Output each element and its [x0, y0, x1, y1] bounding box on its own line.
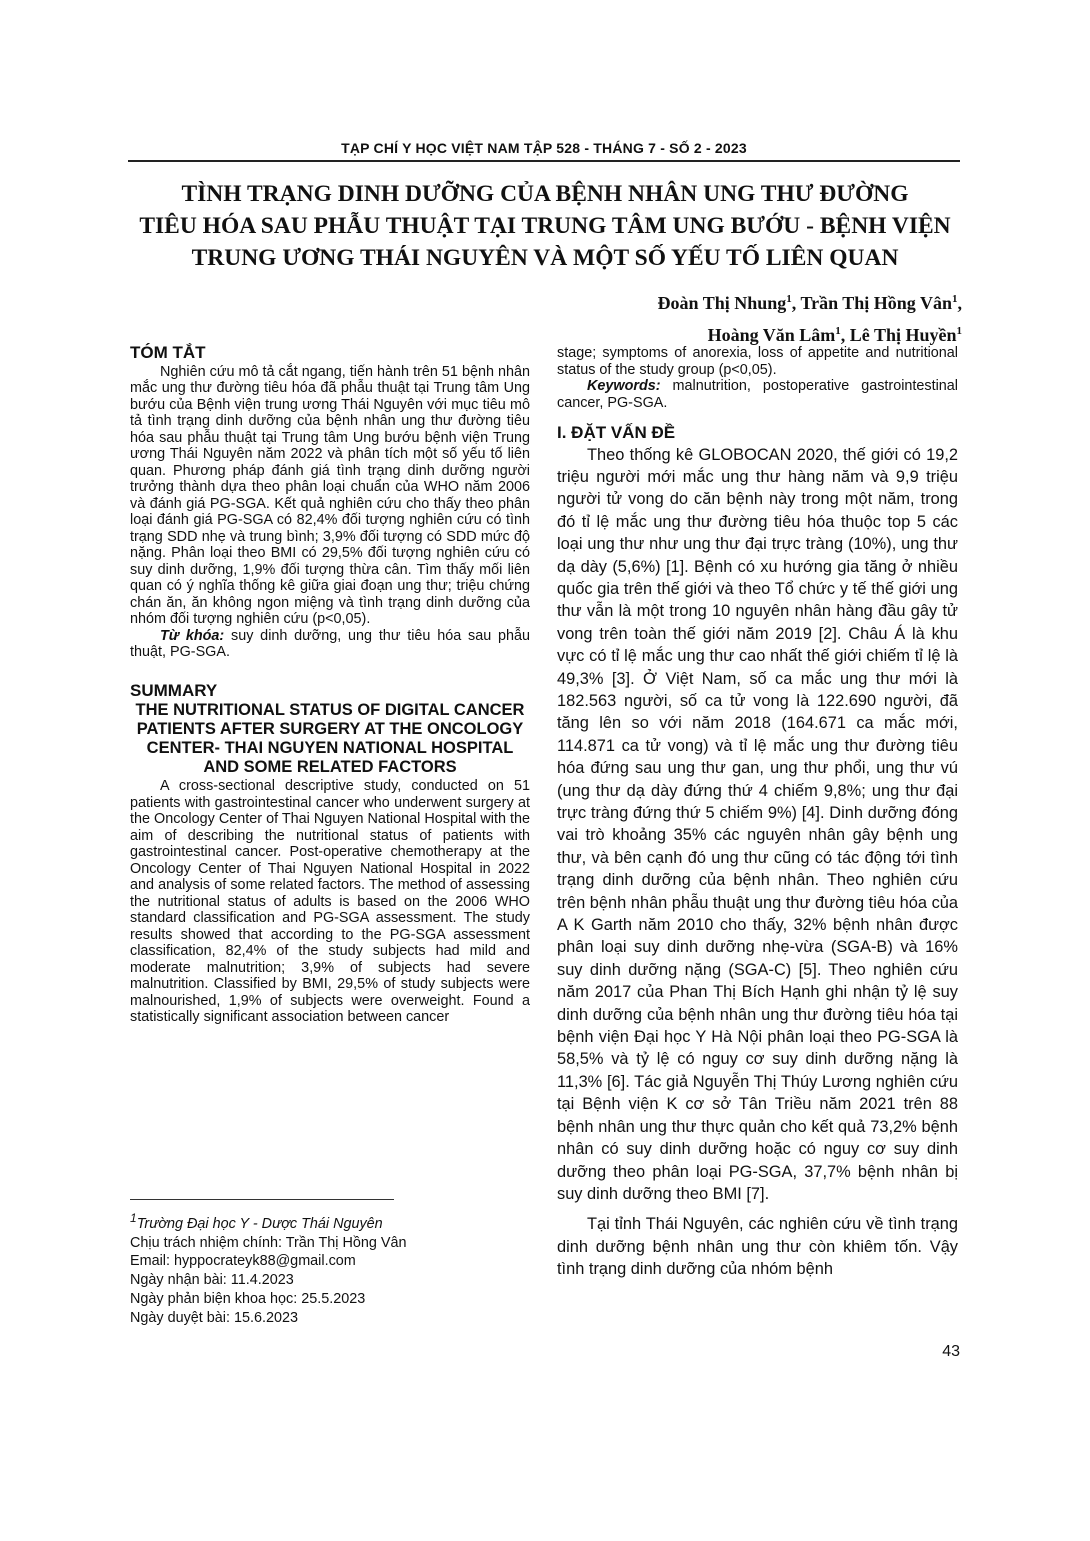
intro-heading: I. ĐẶT VẤN ĐỀ — [557, 423, 676, 442]
author-name: Lê Thị Huyền — [849, 325, 957, 345]
journal-header: TẠP CHÍ Y HỌC VIỆT NAM TẬP 528 - THÁNG 7 - SỐ 2 - 2023 — [341, 140, 747, 156]
summary-title: THE NUTRITIONAL STATUS OF DIGITAL CANCER PATIENTS AFTER SURGERY AT THE ONCOLOGY CENTER- THAI NGUYEN NATIONAL HOSPITAL AND SOME RELATED FACTORS — [135, 701, 525, 776]
corresponding-author: Chịu trách nhiệm chính: Trần Thị Hồng Vân — [130, 1234, 407, 1251]
summary-heading: SUMMARY — [130, 680, 218, 700]
keywords-label: Từ khóa: — [160, 627, 225, 644]
intro-paragraph-1: Theo thống kê GLOBOCAN 2020, thế giới có 19,2 triệu người mới mắc ung thư hàng năm và 9,9 triệu người tử vong do căn bệnh này trong một năm, trong đó tỉ lệ mắc ung thư đường tiêu hóa thuộc top 5 các loại ung thư như ung thư đại trực tràng (10%), ung thư dạ dày (5,6%) [1]. Bệnh có xu hướng gia tăng ở nhiều quốc gia trên thế giới và theo Tổ chức y tế thế giới ung thư vẫn là một trong 10 nguyên nhân hàng đầu gây tử vong trên toàn thế giới năm 2019 [2]. Châu Á là khu vực có tỉ lệ mắc ung thư cao nhất thế giới chiếm tỉ lệ là 49,3% [3]. Ở Việt Nam, số ca mắc ung thư mới là 182.563 người, số ca tử vong là 122.690 người, đã tăng lên so với năm 2018 (164.671 ca mắc mới, 114.871 ca tử vong) và tỉ lệ mắc ung thư đường tiêu hóa đứng sau ung thư gan, ung thư phổi, ung thư vú (ung thư dạ dày đứng thứ 4 chiếm 9,8%; ung thư đại trực tràng đứng thứ 5 chiếm 9%) [4]. Dinh dưỡng đóng vai trò khoảng 35% các nguyên nhân gây bệnh ung thư, và bên cạnh đó ung thư cũng có tác động tới tình trạng dinh dưỡng của bệnh nhân. Theo nghiên cứu trên bệnh nhân phẫu thuật ung thư đường tiêu hóa của A K Garth năm 2010 cho thấy, 32% bệnh nhân được phân loại suy dinh dưỡng nhẹ-vừa (SGA-B) và 16% suy dinh dưỡng nặng (SGA-C) [5]. Theo nghiên cứu năm 2017 của Phan Thị Bích Hạnh ghi nhận tỷ lệ suy dinh dưỡng của bệnh nhân ung thư đường tiêu hóa tại bệnh viện Đại học Y Hà Nội phân loại theo PG-SGA là 58,5% và tỷ lệ có nguy cơ suy dinh dưỡng nặng là 11,3% [6]. Tác giả Nguyễn Thị Thúy Lương nghiên cứu tại Bệnh viện K cơ sở Tân Triều năm 2021 trên 88 bệnh nhân ung thư thực quản cho kết quả 73,2% bệnh nhân có suy dinh dưỡng hoặc có nguy cơ suy dinh dưỡng theo phân loại PG-SGA, 37,7% bệnh nhân bị suy dinh dưỡng theo BMI [7]. — [557, 445, 958, 1203]
summary-body-continued: stage; symptoms of anorexia, loss of appetite and nutritional status of the study group (p<0,05). — [557, 345, 958, 378]
date-received: Ngày nhận bài: 11.4.2023 — [130, 1272, 294, 1289]
abstract-vi-keywords — [130, 628, 530, 661]
title-line: TIÊU HÓA SAU PHẪU THUẬT TẠI TRUNG TÂM UNG BƯỚU - BỆNH VIỆN — [139, 213, 951, 239]
abstract-vi-body: Nghiên cứu mô tả cắt ngang, tiến hành trên 51 bệnh nhân mắc ung thư đường tiêu hóa đã phẫu thuật tại Trung tâm Ung bướu của Bệnh viện trung ương Thái Nguyên với mục tiêu mô tả tình trạng dinh dưỡng của bệnh nhân ung thư đường tiêu hóa sau phẫu thuật tại Trung tâm Ung bướu bệnh viện Trung ương Thái Nguyên năm 2022 và phân tích một số yếu tố liên quan. Phương pháp đánh giá tình trạng dinh dưỡng người trưởng thành dựa theo phân loại chuẩn của WHO năm 2006 và đánh giá PG-SGA. Kết quả nghiên cứu cho thấy theo phân loại đánh giá PG-SGA có 82,4% đối tượng nghiên cứu có tình trạng SDD nhẹ và trung bình; 3,9% đối tượng có SDD mức độ nặng. Phân loại theo BMI có 29,5% đối tượng nghiên cứu có suy dinh dưỡng, 1,9% đối tượng thừa cân. Tìm thấy mối liên quan có ý nghĩa thống kê giữa giai đoạn ung thư; triệu chứng chán ăn, ăn không ngon miệng và tình trạng dinh dưỡng của nhóm đối tượng nghiên cứu (p<0,05). — [130, 363, 530, 627]
intro-paragraph-2: Tại tỉnh Thái Nguyên, các nghiên cứu về tình trạng dinh dưỡng bệnh nhân ung thư còn khiêm tốn. Vậy tình trạng dinh dưỡng của nhóm bệnh — [557, 1215, 958, 1279]
summary-keywords — [557, 378, 958, 411]
left-column — [130, 345, 530, 1026]
date-accepted: Ngày duyệt bài: 15.6.2023 — [130, 1309, 299, 1326]
article-title — [110, 178, 980, 274]
affiliation-mark: 1 — [835, 325, 841, 337]
summary-body: A cross-sectional descriptive study, conducted on 51 patients with gastrointestinal cancer who underwent surgery at the Oncology Center of Thai Nguyen National Hospital with the aim of describing the nutritional status of patients with gastrointestinal cancer. Post-operative chemotherapy at the Oncology Center of Thai Nguyen National Hospital in 2022 and analysis of some related factors. The method of assessing the nutritional status of adults is based on the 2006 WHO standard classification and PG-SGA assessment. The study results showed that according to the PG-SGA assessment classification, 82,4% of the study subjects had mild and moderate malnutrition; 3,9% of subjects had severe malnutrition. Classified by BMI, 29,5% of study subjects were malnourished, 1,9% of subjects were overweight. Found a statistically significant association between cancer — [130, 778, 530, 1025]
author-line-1: Đoàn Thị Nhung$^1$, Trần Thị Hồng Vân$^1$, — [657, 293, 962, 313]
author-name: Hoàng Văn Lâm — [707, 325, 836, 345]
affiliation-mark: 1 — [952, 293, 958, 305]
affiliation: $^1$Trường Đại học Y - Dược Thái Nguyên — [130, 1211, 383, 1232]
date-reviewed: Ngày phản biện khoa học: 25.5.2023 — [130, 1290, 366, 1307]
keywords-text: suy dinh dưỡng, ung thư tiêu hóa sau phẫu thuật, PG-SGA. — [130, 627, 530, 660]
affiliation-mark: 1 — [130, 1211, 137, 1225]
author-list — [362, 285, 962, 349]
footnote-divider — [130, 1199, 394, 1200]
abstract-vi-heading: TÓM TẮT — [130, 343, 206, 362]
keywords-text: malnutrition, postoperative gastrointestinal cancer, PG-SGA. — [557, 378, 958, 411]
title-line: TRUNG ƯƠNG THÁI NGUYÊN VÀ MỘT SỐ YẾU TỐ LIÊN QUAN — [191, 245, 899, 271]
title-line: TÌNH TRẠNG DINH DƯỠNG CỦA BỆNH NHÂN UNG THƯ ĐƯỜNG — [181, 181, 909, 207]
affiliation-mark: 1 — [956, 325, 962, 337]
email: Email: hyppocrateyk88@gmail.com — [130, 1253, 356, 1270]
header-divider — [128, 160, 960, 162]
author-name: Trần Thị Hồng Vân — [800, 293, 952, 313]
keywords-label: Keywords: — [587, 378, 661, 394]
footnote — [130, 1209, 530, 1328]
right-column — [557, 345, 958, 1281]
author-line-2: Hoàng Văn Lâm$^1$, Lê Thị Huyền$^1$ — [707, 325, 962, 345]
page-number: 43 — [942, 1343, 960, 1360]
affiliation-mark: 1 — [786, 293, 792, 305]
author-name: Đoàn Thị Nhung — [657, 293, 787, 313]
